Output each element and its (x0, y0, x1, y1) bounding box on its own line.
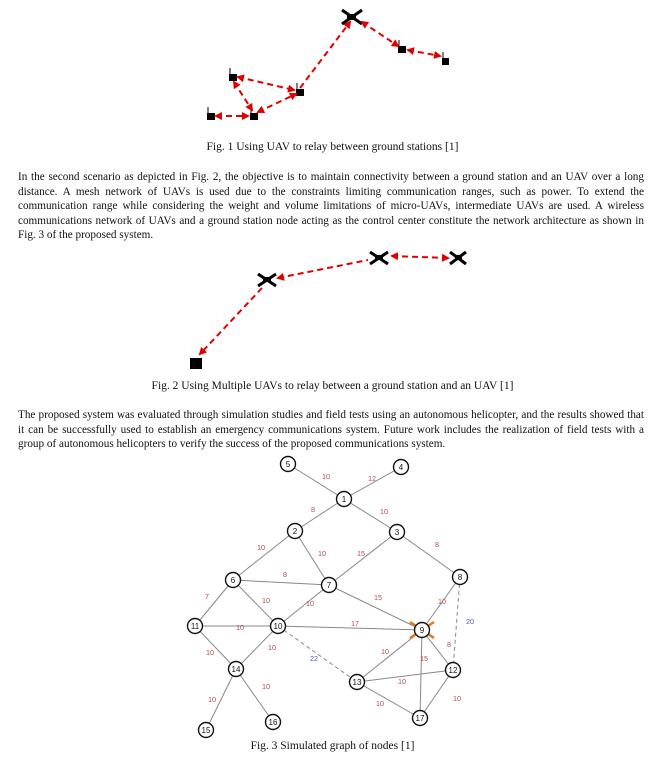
graph-node-label: 2 (292, 527, 298, 536)
edge-weight-label: 8 (435, 540, 439, 549)
graph-node-label: 8 (457, 573, 463, 582)
edge-weight-label: 7 (205, 592, 209, 601)
graph-node-label: 10 (273, 622, 283, 631)
figure-1-diagram (0, 0, 665, 130)
edge-weight-label: 22 (310, 654, 318, 663)
graph-node-label: 5 (285, 460, 291, 469)
graph-edge-1-3 (344, 499, 397, 532)
edge-weight-label: 10 (262, 682, 270, 691)
edge-weight-label: 20 (466, 617, 474, 626)
graph-node-label: 1 (341, 495, 347, 504)
graph-node-label: 11 (190, 622, 200, 631)
graph-node-label: 14 (231, 665, 241, 674)
edge-weight-label: 15 (420, 654, 428, 663)
graph-node-label: 7 (326, 581, 332, 590)
graph-edge-11-14 (195, 626, 236, 669)
graph-edge-3-7 (329, 532, 397, 585)
uav-icon (258, 274, 276, 286)
ground-station-icon (190, 358, 202, 369)
graph-node-label: 13 (352, 678, 362, 687)
graph-node-label: 4 (398, 463, 404, 472)
edge-weight-label: 10 (381, 647, 389, 656)
paragraph-evaluation: The proposed system was evaluated through simulation studies and field tests using an autonomous helicopter, and the results showed that it can be successfully used to establish an emergency communications system. Future work includes the realization of field tests with a group of autonomous helicopters to verify the success of the proposed communications system. (18, 409, 644, 451)
graph-edge-7-9 (329, 585, 422, 630)
graph-edge-5-1 (288, 464, 344, 499)
graph-edge-8-12 (453, 577, 460, 670)
edge-weight-label: 10 (380, 507, 388, 516)
figure-2-diagram (0, 244, 665, 374)
uav-icon (342, 10, 362, 24)
relay-arrows (200, 256, 448, 354)
edge-weight-label: 10 (206, 648, 214, 657)
edge-weight-label: 10 (268, 643, 276, 652)
edge-weight-label: 10 (322, 472, 330, 481)
ground-station-icon (398, 40, 406, 53)
ground-station-icon (207, 107, 215, 120)
figure-1-caption: Fig. 1 Using UAV to relay between ground stations [1] (206, 141, 459, 153)
edge-weight-label: 10 (318, 549, 326, 558)
edge-weight-label: 10 (398, 677, 406, 686)
edge-weight-label: 8 (447, 640, 451, 649)
ground-station-icon (442, 52, 449, 65)
graph-edge-14-16 (236, 669, 273, 722)
graph-edge-1-2 (295, 499, 344, 531)
graph-edge-7-10 (278, 585, 329, 626)
uav-icon (450, 252, 466, 264)
edge-weight-label: 15 (357, 549, 365, 558)
figure-3-node-graph (0, 452, 665, 740)
edge-weight-label: 10 (306, 599, 314, 608)
graph-edge-13-17 (357, 682, 420, 718)
relay-arrows (216, 22, 440, 116)
edge-weight-label: 8 (311, 505, 315, 514)
graph-node-label: 9 (419, 626, 425, 635)
edge-weight-label: 10 (438, 597, 446, 606)
graph-edge-6-10 (233, 580, 278, 626)
edge-weight-label: 10 (257, 543, 265, 552)
edge-weight-label: 10 (262, 596, 270, 605)
graph-edge-6-7 (233, 580, 329, 585)
graph-edge-6-11 (195, 580, 233, 626)
paragraph-scenario-two: In the second scenario as depicted in Fig. 2, the objective is to maintain connectivity between a ground station and an UAV over a long distance. A mesh network of UAVs is used due to the constraints limiting communication ranges, such as power. To extend the communication range while considering the weight and volume limitations of micro-UAVs, intermediate UAVs are used. A wireless communications network of UAVs and a ground station node acting as the control center constitute the network architecture as shown in Fig. 3 of the proposed system. (18, 171, 644, 242)
graph-edge-3-8 (397, 532, 460, 577)
graph-node-label: 6 (230, 576, 236, 585)
uav-icon (370, 252, 388, 264)
graph-edge-10-9 (278, 626, 422, 630)
edge-weight-label: 15 (374, 593, 382, 602)
edge-weight-label: 12 (368, 474, 376, 483)
edge-weight-label: 8 (283, 570, 287, 579)
graph-node-label: 3 (394, 528, 400, 537)
graph-edge-2-7 (295, 531, 329, 585)
graph-node-label: 15 (201, 726, 211, 735)
graph-edge-4-1 (344, 467, 401, 499)
ground-station-icon (229, 68, 237, 81)
graph-node-label: 17 (415, 714, 425, 723)
graph-node-label: 16 (268, 718, 278, 727)
graph-edge-12-17 (420, 670, 453, 718)
edge-weight-label: 10 (236, 623, 244, 632)
figure-2-caption: Fig. 2 Using Multiple UAVs to relay between a ground station and an UAV [1] (151, 380, 514, 392)
edge-weight-label: 10 (453, 694, 461, 703)
edge-weight-label: 17 (351, 619, 359, 628)
graph-node-label: 12 (448, 666, 458, 675)
edge-weight-label: 10 (376, 699, 384, 708)
figure-3-caption: Fig. 3 Simulated graph of nodes [1] (250, 740, 415, 752)
edge-weight-label: 10 (208, 695, 216, 704)
